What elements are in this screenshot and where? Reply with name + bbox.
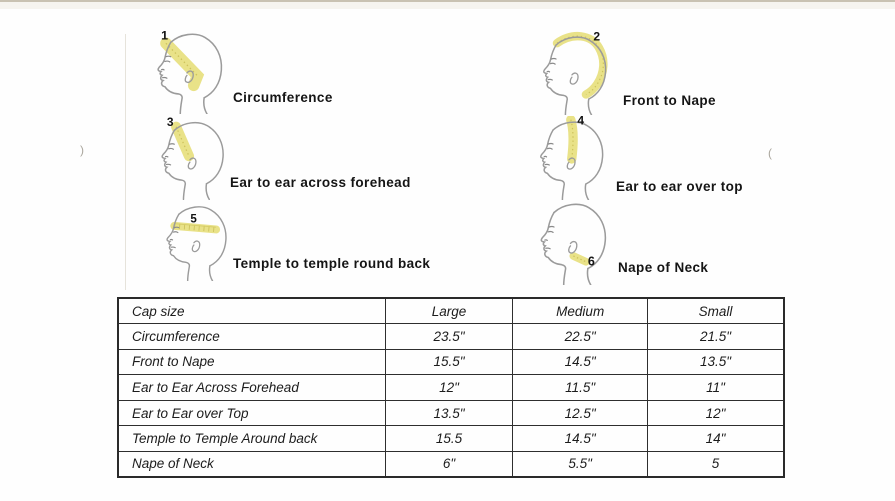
row-label: Nape of Neck bbox=[118, 451, 385, 477]
cap-size-table bbox=[117, 297, 785, 478]
head-diagram-nape-of-neck bbox=[521, 198, 618, 285]
cell-medium: 12.5" bbox=[513, 400, 648, 426]
tape-band bbox=[571, 120, 573, 159]
measurement-number: 3 bbox=[166, 116, 174, 129]
cell-medium: 22.5" bbox=[513, 324, 648, 350]
measurement-label-ear-to-ear-over-top: Ear to ear over top bbox=[616, 179, 743, 194]
table-row bbox=[118, 349, 784, 375]
row-label: Ear to Ear over Top bbox=[118, 400, 385, 426]
panel-left-edge bbox=[125, 34, 126, 290]
cell-small: 5 bbox=[647, 451, 784, 477]
table-row bbox=[118, 375, 784, 401]
cell-medium: 11.5" bbox=[513, 375, 648, 401]
cell-medium: 14.5" bbox=[513, 426, 648, 452]
cell-large: 13.5" bbox=[385, 400, 513, 426]
head-outline bbox=[162, 123, 223, 200]
head-diagram-temple-round-back bbox=[146, 201, 240, 281]
measurement-label-circumference: Circumference bbox=[233, 90, 333, 105]
measurement-label-front-to-nape: Front to Nape bbox=[623, 93, 716, 108]
row-label: Temple to Temple Around back bbox=[118, 426, 385, 452]
cell-small: 13.5" bbox=[647, 349, 784, 375]
header-medium: Medium bbox=[513, 298, 648, 324]
measurement-number: 4 bbox=[577, 116, 585, 128]
table-header-row bbox=[118, 298, 784, 324]
header-large: Large bbox=[385, 298, 513, 324]
header-cap-size: Cap size bbox=[118, 298, 385, 324]
cell-large: 12" bbox=[385, 375, 513, 401]
row-label: Ear to Ear Across Forehead bbox=[118, 375, 385, 401]
cell-small: 21.5" bbox=[647, 324, 784, 350]
head-diagram-circumference bbox=[138, 28, 234, 114]
measurement-label-nape-of-neck: Nape of Neck bbox=[618, 260, 709, 275]
row-label: Front to Nape bbox=[118, 349, 385, 375]
row-label: Circumference bbox=[118, 324, 385, 350]
cell-small: 14" bbox=[647, 426, 784, 452]
measurement-number: 1 bbox=[161, 28, 169, 43]
measurement-label-temple-round-back: Temple to temple round back bbox=[233, 256, 431, 271]
table-row bbox=[118, 451, 784, 477]
cell-large: 15.5" bbox=[385, 349, 513, 375]
cell-small: 11" bbox=[647, 375, 784, 401]
head-diagram-ear-to-ear-forehead bbox=[143, 116, 235, 200]
measurement-number: 5 bbox=[190, 213, 197, 226]
head-diagram-ear-to-ear-over-top bbox=[521, 116, 615, 200]
scan-artifact-mark: ) bbox=[80, 143, 84, 157]
table-row bbox=[118, 426, 784, 452]
header-small: Small bbox=[647, 298, 784, 324]
measurement-number: 6 bbox=[587, 254, 595, 269]
table-row bbox=[118, 324, 784, 350]
scan-artifact-mark: ( bbox=[768, 146, 772, 160]
measurement-number: 2 bbox=[593, 31, 601, 44]
table-row bbox=[118, 400, 784, 426]
cell-large: 23.5" bbox=[385, 324, 513, 350]
cell-medium: 5.5" bbox=[513, 451, 648, 477]
head-diagram-front-to-nape bbox=[523, 31, 619, 115]
top-highlight-strip bbox=[0, 2, 895, 9]
cell-small: 12" bbox=[647, 400, 784, 426]
cell-medium: 14.5" bbox=[513, 349, 648, 375]
measurement-label-ear-to-ear-forehead: Ear to ear across forehead bbox=[230, 175, 411, 190]
cell-large: 6" bbox=[385, 451, 513, 477]
cell-large: 15.5 bbox=[385, 426, 513, 452]
head-outline bbox=[541, 204, 605, 285]
